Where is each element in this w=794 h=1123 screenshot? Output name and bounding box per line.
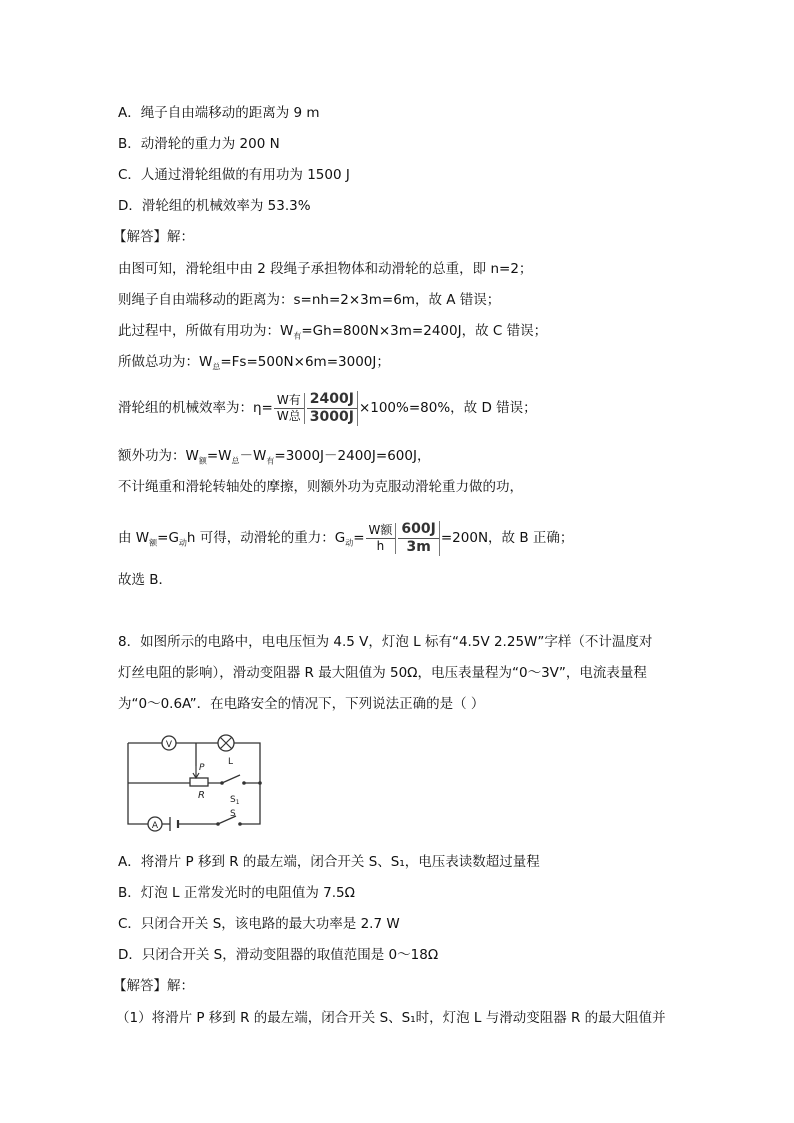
- q8-answer-heading: 【解答】解：: [113, 978, 194, 994]
- q8-stem-line: 灯丝电阻的影响），滑动变阻器 R 最大阻值为 50Ω，电压表量程为“0～3V”，电流表量程: [118, 665, 647, 681]
- q7-option-d: D．滑轮组的机械效率为 53.3%: [118, 198, 311, 214]
- svg-text:L: L: [228, 757, 234, 767]
- switch-s1: [220, 775, 246, 806]
- fraction: $\frac{\text{W有}}{\text{W总}}$: [274, 393, 305, 424]
- svg-text:P: P: [199, 763, 205, 773]
- q7-solution-line: 额外功为：$W_额=W_总-W_有=3000J-2400J=600J$，: [118, 448, 431, 466]
- svg-text:V: V: [165, 740, 173, 750]
- q7-conclusion: 故选 B．: [118, 572, 173, 588]
- circuit-diagram: [118, 728, 278, 832]
- q8-option-c: C．只闭合开关 S，该电路的最大功率是 2.7 W: [118, 916, 400, 932]
- q7-option-c: C．人通过滑轮组做的有用功为 1500 J: [118, 167, 350, 183]
- q7-solution-line: 此过程中，所做有用功为：$W_有=Gh=800N\times 3m=2400J$，故 C 错误；: [118, 323, 548, 341]
- q8-option-a: A．将滑片 P 移到 R 的最左端，闭合开关 S、S₁，电压表读数超过量程: [118, 854, 540, 870]
- q7-answer-heading: 【解答】解：: [113, 229, 194, 245]
- fraction: $\frac{600J}{3m}$: [398, 521, 439, 556]
- q8-option-d: D．只闭合开关 S，滑动变阻器的取值范围是 0～18Ω: [118, 947, 439, 963]
- q7-efficiency-line: 滑轮组的机械效率为：η= $\frac{\text{W有}}{\text{W总}}$ $\frac{2400J}{3000J}$ ×100%=80%，故 D 错误；: [118, 390, 537, 425]
- lamp: [218, 735, 234, 767]
- switch-s: [216, 809, 242, 826]
- svg-text:R: R: [198, 790, 205, 801]
- q7-solution-line: 由图可知，滑轮组中由 2 段绳子承担物体和动滑轮的总重，即 n=2；: [118, 261, 533, 277]
- q7-option-b: B．动滑轮的重力为 200 N: [118, 136, 280, 152]
- q7-weight-line: 由 $W_额=G_动h$ 可得，动滑轮的重力：$G_动=$ $\frac{\text{W额}}{h}$ $\frac{600J}{3m}$ =200N，故 B 正确；: [118, 520, 574, 555]
- q8-solution-line: （1）将滑片 P 移到 R 的最左端，闭合开关 S、S₁时，灯泡 L 与滑动变阻器 R 的最大阻值并: [116, 1010, 666, 1026]
- battery: [170, 817, 178, 831]
- q7-solution-line: 则绳子自由端移动的距离为：s=nh=2×3m=6m，故 A 错误；: [118, 292, 501, 308]
- q7-option-a: A．绳子自由端移动的距离为 9 m: [118, 105, 320, 121]
- q8-option-b: B．灯泡 L 正常发光时的电阻值为 7.5Ω: [118, 885, 355, 901]
- q7-solution-line: 不计绳重和滑轮转轴处的摩擦，则额外功为克服动滑轮重力做的功，: [118, 479, 523, 495]
- rheostat: [190, 763, 208, 801]
- fraction: $\frac{2400J}{3000J}$: [307, 391, 358, 426]
- voltmeter: [162, 736, 176, 750]
- q7-solution-line: 所做总功为：$W_总=Fs=500N\times 6m=3000J$；: [118, 354, 390, 372]
- ammeter: [148, 817, 162, 831]
- fraction: $\frac{\text{W额}}{h}$: [366, 523, 397, 554]
- svg-text:A: A: [151, 821, 159, 831]
- svg-text:S1: $S_1$: [230, 795, 240, 806]
- q8-stem-line: 为“0～0.6A”．在电路安全的情况下，下列说法正确的是（ ）: [118, 696, 485, 712]
- q8-stem-line: 8．如图所示的电路中，电电压恒为 4.5 V，灯泡 L 标有“4.5V 2.25W”字样（不计温度对: [118, 634, 653, 650]
- svg-text:S: S: [230, 809, 236, 819]
